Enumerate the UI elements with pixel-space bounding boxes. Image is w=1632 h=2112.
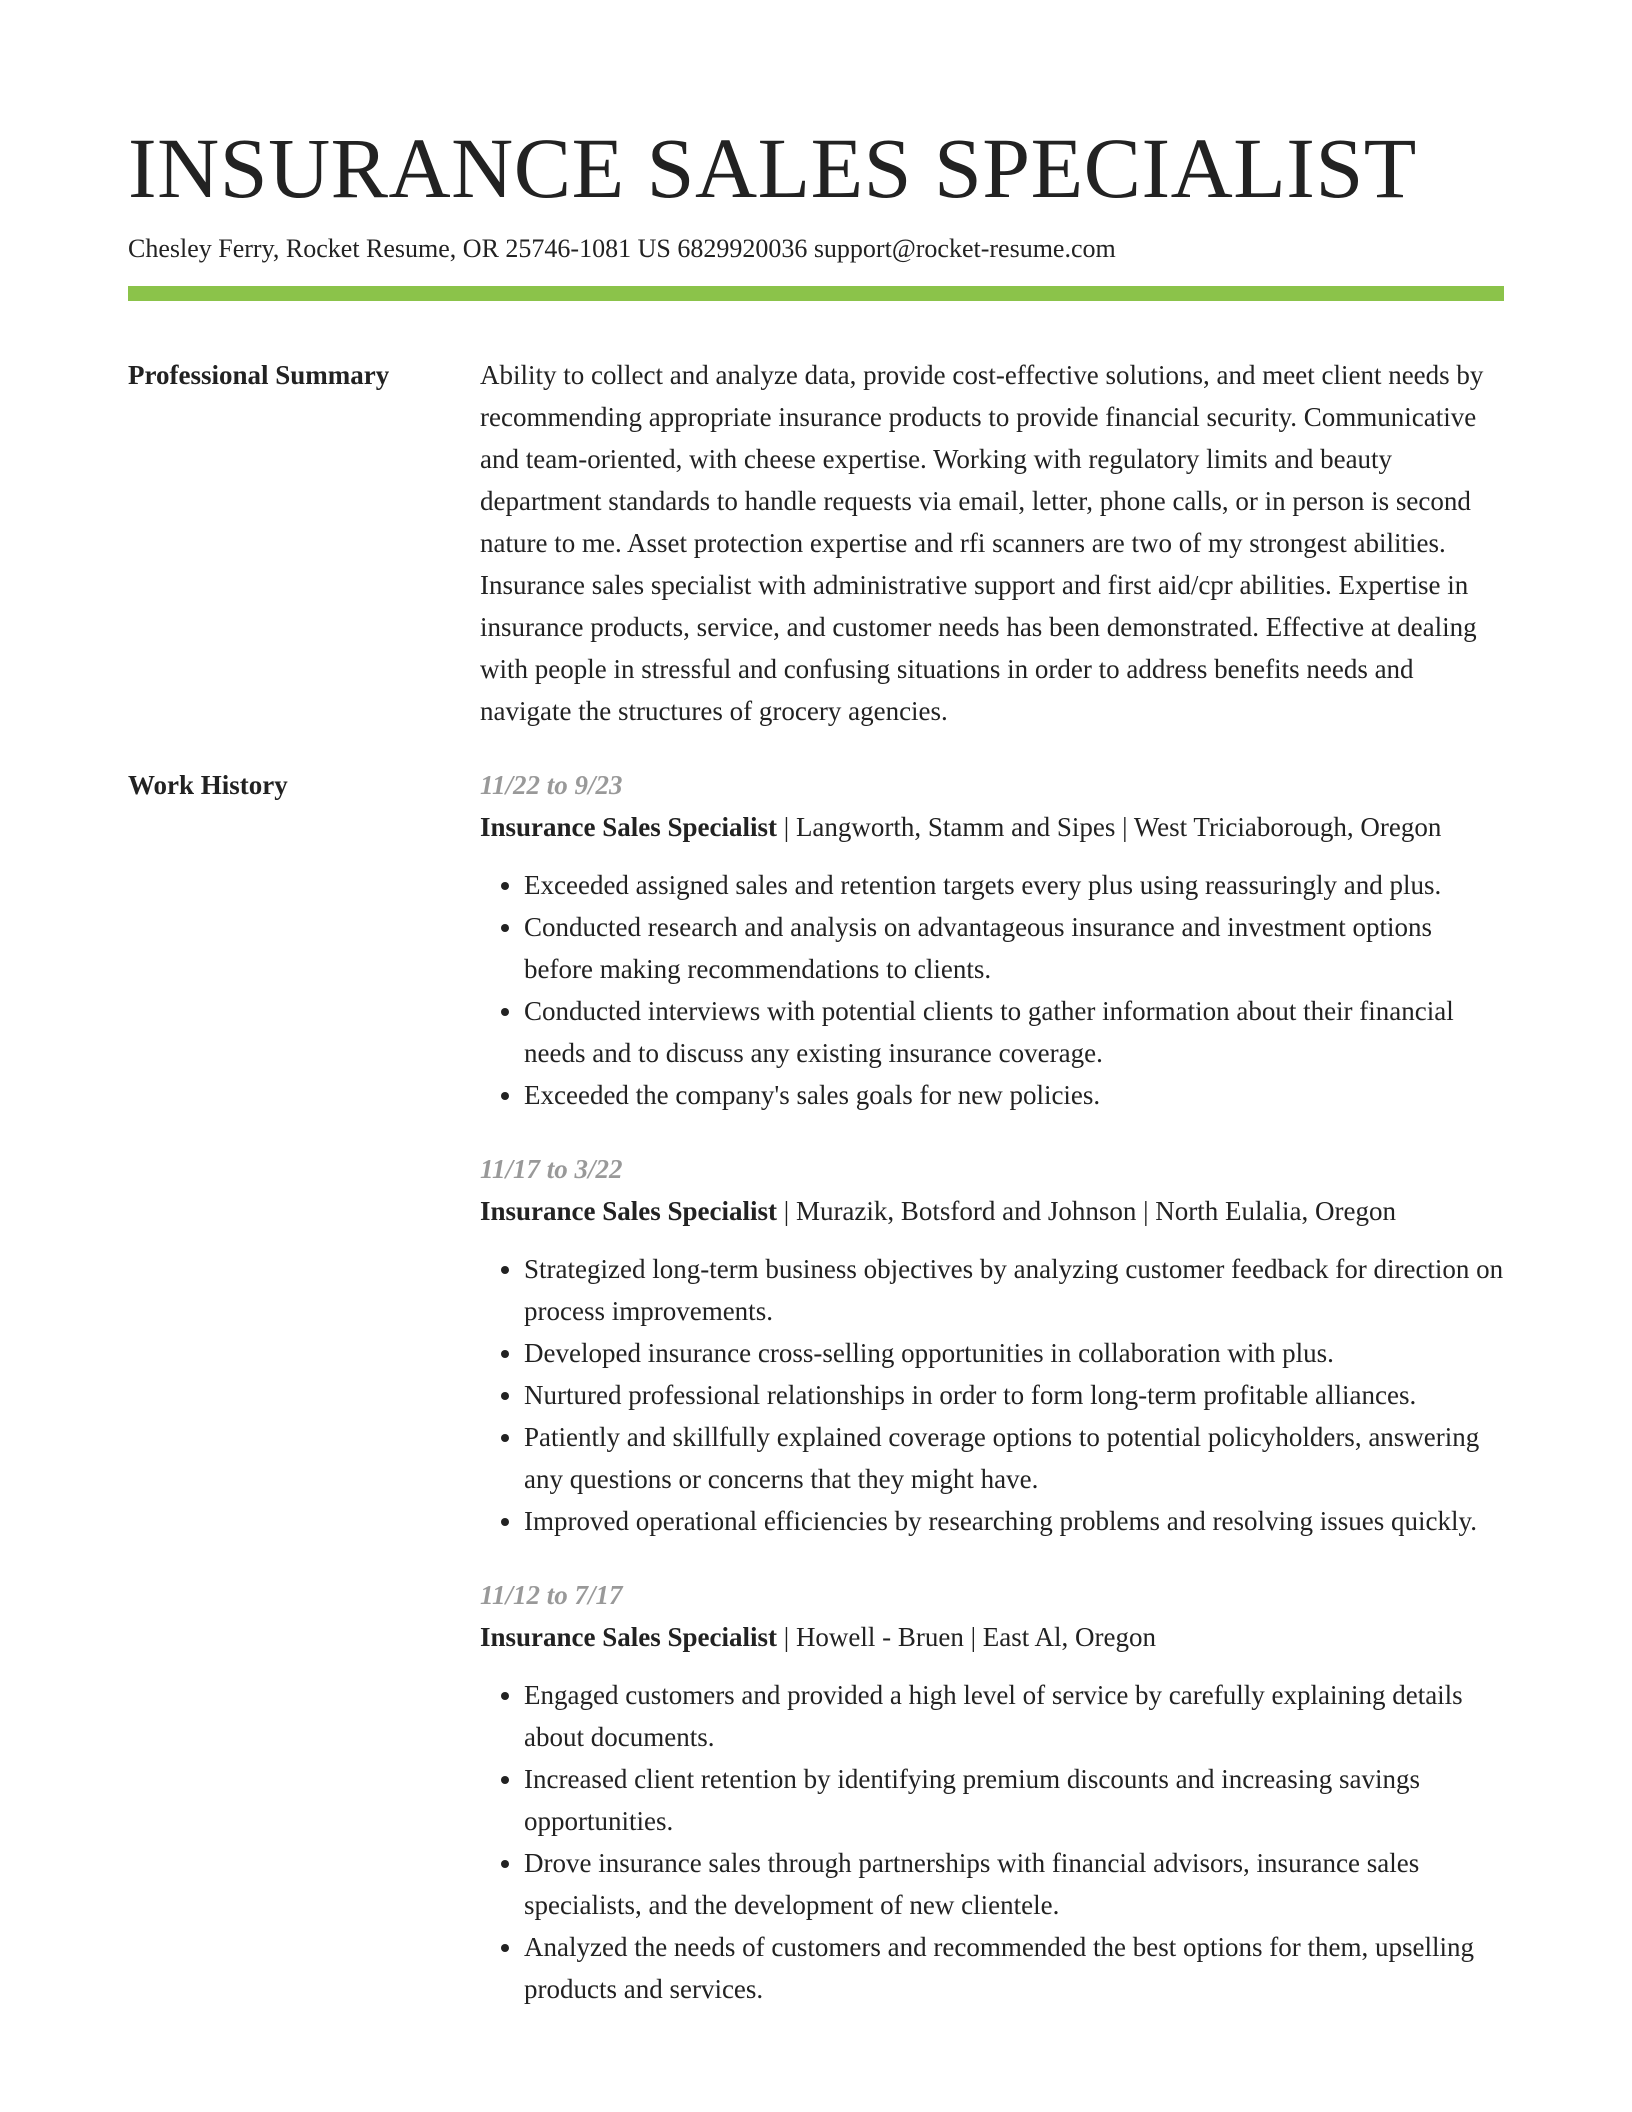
job-title: Insurance Sales Specialist <box>480 812 778 842</box>
job-dates: 11/22 to 9/23 <box>480 770 623 800</box>
job-title: Insurance Sales Specialist <box>480 1196 778 1226</box>
job-bullet: • Nurtured professional relationships in order to form long-term profitable alliances. <box>524 1374 1504 1416</box>
section-label-work-history: Work History <box>128 770 288 800</box>
job-separator: | <box>777 1622 796 1652</box>
job-bullet: • Patiently and skillfully explained coverage options to potential policyholders, answering any questions or concerns that they might have. <box>524 1416 1504 1500</box>
job-bullet: • Exceeded assigned sales and retention targets every plus using reassuringly and plus. <box>524 864 1504 906</box>
header-divider <box>128 286 1504 301</box>
job-dates: 11/17 to 3/22 <box>480 1154 623 1184</box>
section-label-summary: Professional Summary <box>128 360 390 390</box>
job-entry <box>480 764 1504 1116</box>
job-bullet: • Conducted interviews with potential clients to gather information about their financial needs and to discuss any existing insurance coverage. <box>524 990 1504 1074</box>
job-bullet: • Drove insurance sales through partnerships with financial advisors, insurance sales specialists, and the development of new clientele. <box>524 1842 1504 1926</box>
job-employer-location: Howell - Bruen | East Al, Oregon <box>795 1622 1157 1652</box>
job-bullet: • Engaged customers and provided a high level of service by carefully explaining details about documents. <box>524 1674 1504 1758</box>
job-separator: | <box>777 812 796 842</box>
job-title: Insurance Sales Specialist <box>480 1622 778 1652</box>
contact-line: Chesley Ferry, Rocket Resume, OR 25746-1081 US 6829920036 support@rocket-resume.com <box>128 234 1116 263</box>
job-bullet: • Conducted research and analysis on advantageous insurance and investment options before making recommendations to clients. <box>524 906 1504 990</box>
job-heading <box>480 1616 1504 1658</box>
job-employer-location: Murazik, Botsford and Johnson | North Eulalia, Oregon <box>795 1196 1396 1226</box>
summary-body <box>480 354 1504 732</box>
job-heading <box>480 1190 1504 1232</box>
job-bullet: • Strategized long-term business objectives by analyzing customer feedback for direction on process improvements. <box>524 1248 1504 1332</box>
job-bullets <box>480 1674 1504 2010</box>
job-bullet: • Developed insurance cross-selling opportunities in collaboration with plus. <box>524 1332 1504 1374</box>
job-bullet: • Improved operational efficiencies by researching problems and resolving issues quickly. <box>524 1500 1504 1542</box>
job-employer-location: Langworth, Stamm and Sipes | West Triciaborough, Oregon <box>795 812 1442 842</box>
job-separator: | <box>777 1196 796 1226</box>
resume-title: INSURANCE SALES SPECIALIST <box>128 120 1417 216</box>
job-entry <box>480 1574 1504 2010</box>
job-bullet: • Exceeded the company's sales goals for new policies. <box>524 1074 1504 1116</box>
job-heading <box>480 806 1504 848</box>
work-history-body <box>480 764 1504 2042</box>
job-dates: 11/12 to 7/17 <box>480 1580 623 1610</box>
job-bullets <box>480 1248 1504 1542</box>
job-bullet: • Increased client retention by identifying premium discounts and increasing savings opportunities. <box>524 1758 1504 1842</box>
job-bullet: • Analyzed the needs of customers and recommended the best options for them, upselling products and services. <box>524 1926 1504 2010</box>
summary-text: Ability to collect and analyze data, provide cost-effective solutions, and meet client needs by recommending appropriate insurance products to provide financial security. Communicative and team-oriented, with cheese expertise. Working with regulatory limits and beauty department standards to handle requests via email, letter, phone calls, or in person is second nature to me. Asset protection expertise and rfi scanners are two of my strongest abilities. Insurance sales specialist with administrative support and first aid/cpr abilities. Expertise in insurance products, service, and customer needs has been demonstrated. Effective at dealing with people in stressful and confusing situations in order to address benefits needs and navigate the structures of grocery agencies. <box>480 360 1484 726</box>
job-bullets <box>480 864 1504 1116</box>
job-entry <box>480 1148 1504 1542</box>
